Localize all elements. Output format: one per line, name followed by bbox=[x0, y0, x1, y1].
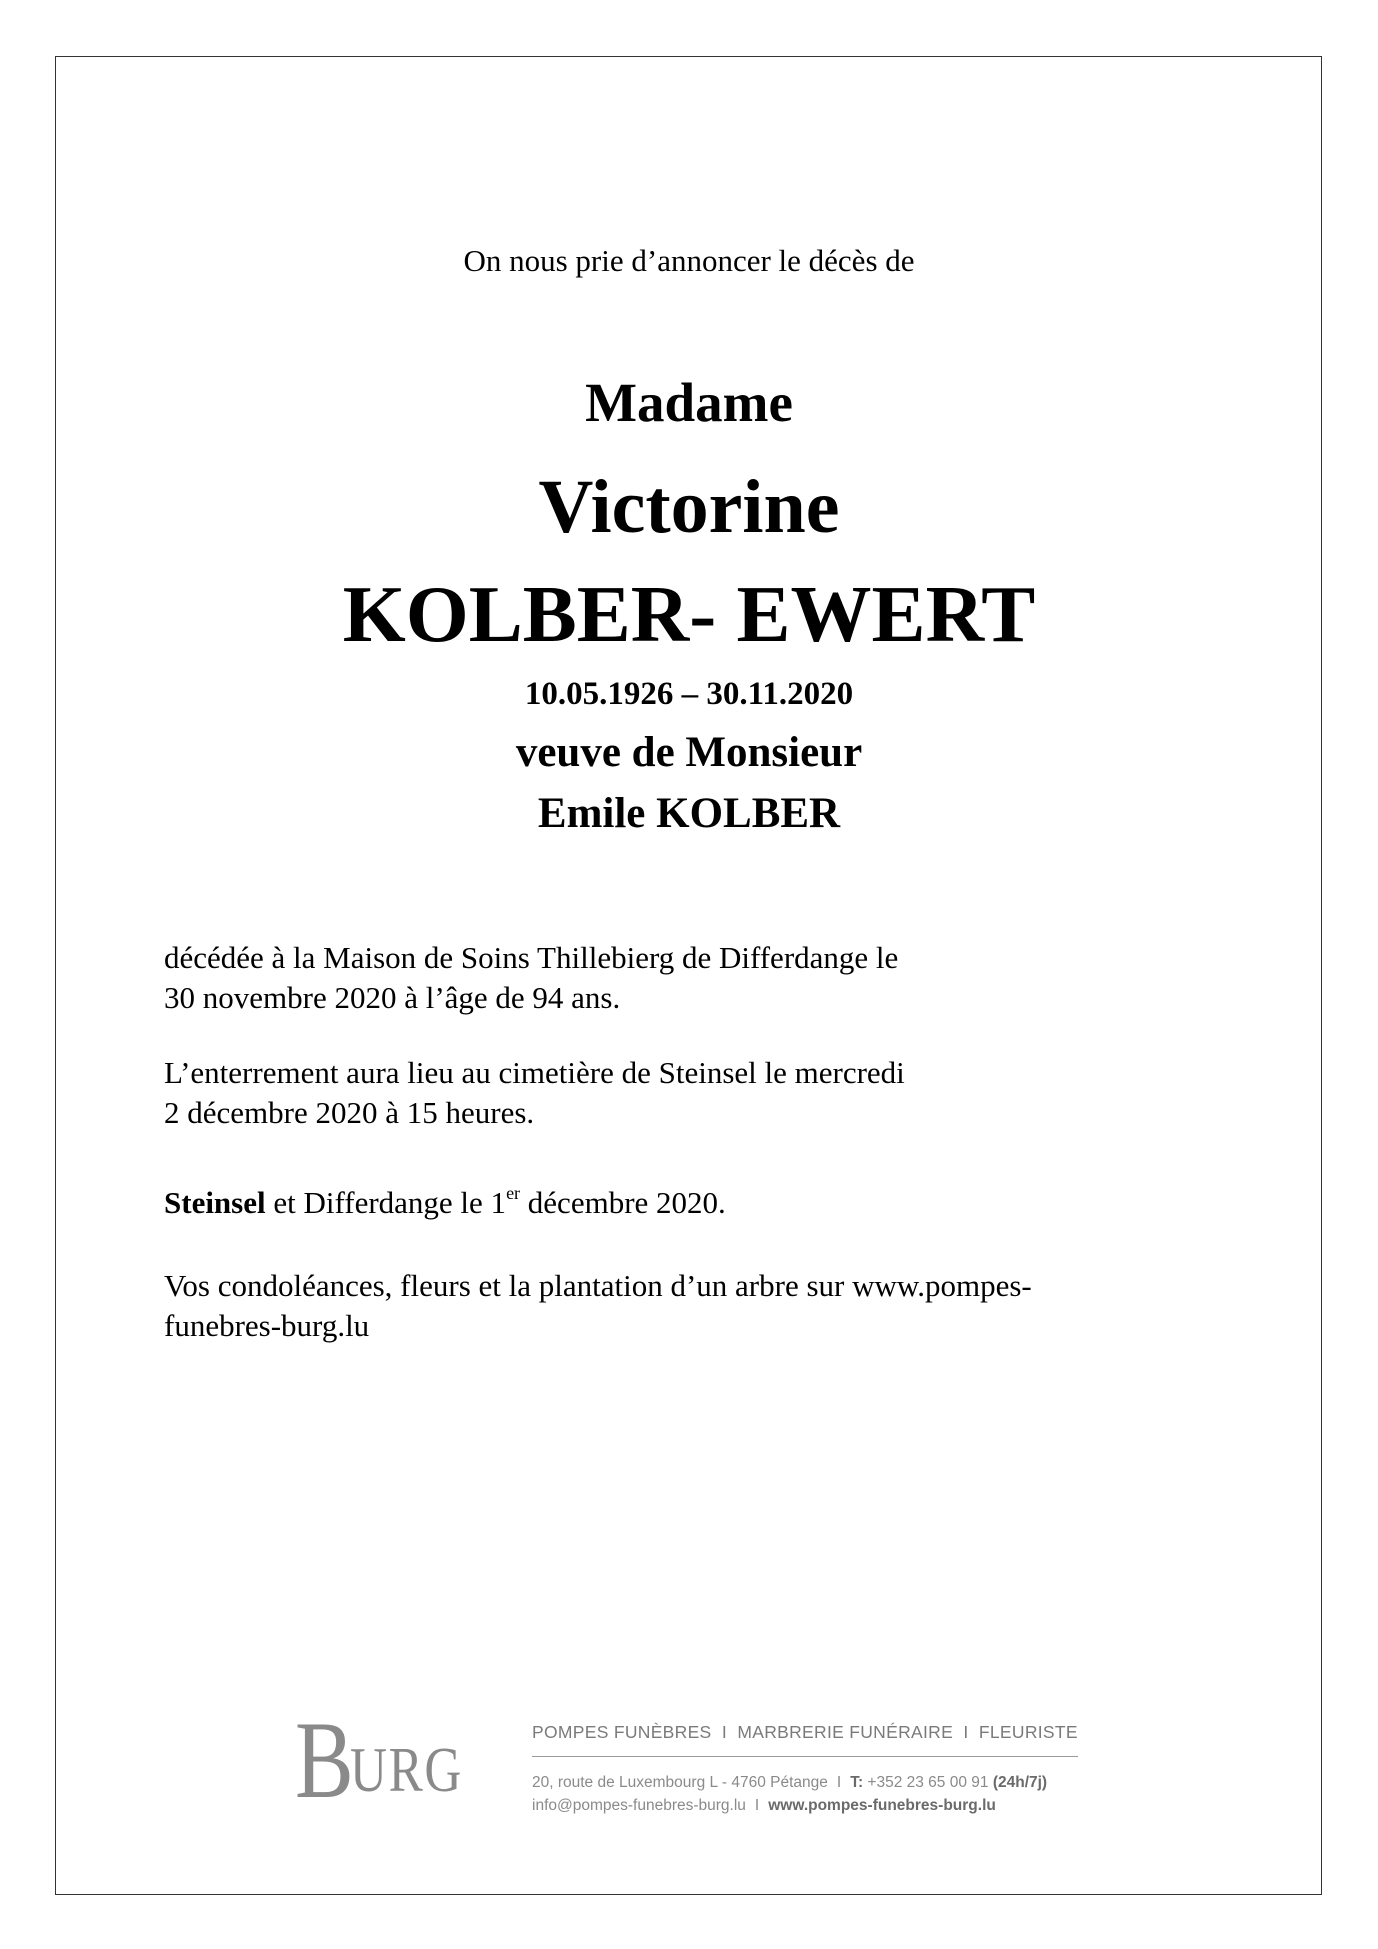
condolences-paragraph bbox=[164, 1266, 1224, 1346]
deceased-first-name: Victorine bbox=[538, 465, 840, 549]
footer-phone: +352 23 65 00 91 bbox=[863, 1774, 993, 1791]
logo-urg: URG bbox=[350, 1734, 464, 1805]
footer-address: 20, route de Luxembourg L - 4760 Pétange bbox=[532, 1774, 828, 1791]
burial-line-2: 2 décembre 2020 à 15 heures. bbox=[164, 1095, 535, 1130]
footer-services: POMPES FUNÈBRES I MARBRERIE FUNÉRAIRE I FLEURISTE bbox=[532, 1722, 1078, 1742]
death-line-1: décédée à la Maison de Soins Thillebierg de Differdange le bbox=[164, 940, 899, 975]
footer-website[interactable]: www.pompes-funebres-burg.lu bbox=[768, 1797, 996, 1814]
death-paragraph bbox=[164, 938, 1224, 1018]
deceased-title: Madame bbox=[585, 372, 793, 433]
ordinal-suffix: er bbox=[506, 1183, 521, 1203]
death-line-2: 30 novembre 2020 à l’âge de 94 ans. bbox=[164, 980, 621, 1015]
logo-b: B bbox=[295, 1699, 354, 1821]
place-bold: Steinsel bbox=[164, 1185, 266, 1220]
footer-divider bbox=[532, 1756, 1078, 1757]
footer-web-line bbox=[532, 1797, 996, 1815]
burial-paragraph bbox=[164, 1053, 1224, 1133]
footer-contact-line bbox=[532, 1774, 1047, 1792]
intro-text: On nous prie d’annoncer le décès de bbox=[463, 243, 915, 278]
burg-logo bbox=[295, 1699, 492, 1821]
footer-separator: I bbox=[754, 1797, 760, 1814]
spouse-name: Emile KOLBER bbox=[537, 790, 841, 837]
place-rest: et Differdange le 1 bbox=[265, 1185, 507, 1220]
place-date-paragraph bbox=[164, 1183, 1224, 1223]
phone-label: T: bbox=[850, 1774, 864, 1791]
phone-hours: (24h/7j) bbox=[992, 1774, 1048, 1791]
condolences-line-2: funebres-burg.lu bbox=[164, 1308, 370, 1343]
footer-email[interactable]: info@pompes-funebres-burg.lu bbox=[532, 1797, 746, 1814]
burial-line-1: L’enterrement aura lieu au cimetière de Steinsel le mercredi bbox=[164, 1055, 905, 1090]
life-dates: 10.05.1926 – 30.11.2020 bbox=[524, 676, 854, 712]
deceased-surname: KOLBER- EWERT bbox=[342, 569, 1036, 659]
footer-separator: I bbox=[836, 1774, 842, 1791]
widow-line: veuve de Monsieur bbox=[515, 729, 863, 776]
condolences-line-1: Vos condoléances, fleurs et la plantation d’un arbre sur www.pompes- bbox=[164, 1268, 1032, 1303]
place-end: décembre 2020. bbox=[520, 1185, 726, 1220]
